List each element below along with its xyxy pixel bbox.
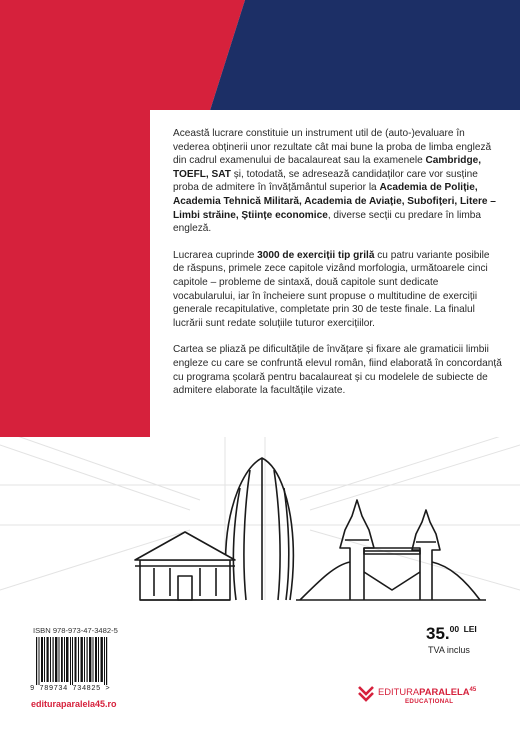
- body-text: cu patru variante posibile de răspuns, primele zece capitole vizând morfologia, următoarele cinci capitole – probleme de sintaxă, două capitole sunt dedicate vocabularului, iar în încheiere sunt propuse o multitudine de exerciții generale recapitulative, completate prin 30 de teste finale. La finalul lucrării sunt redate soluțiile tuturor exercițiilor.: [173, 249, 490, 329]
- vat-note: TVA inclus: [428, 645, 470, 655]
- barcode: [36, 637, 107, 685]
- back-cover-description: [173, 127, 503, 411]
- tower-bridge: [296, 500, 486, 600]
- publisher-logo: [358, 683, 488, 713]
- description-paragraph-3: [173, 343, 503, 397]
- publisher-mark-icon: [358, 685, 374, 703]
- body-text: Cartea se pliază pe dificultățile de învățare și fixare ale gramaticii limbii engleze cu care se confruntă elevul român, fiind elaborată în concordanță cu programa școlară pentru bacalaureat și cu modelele de subiecte de admitere elaborate la facultățile vizate.: [173, 344, 502, 397]
- body-text: Această lucrare constituie un instrument util de (auto-)evaluare în vederea obținerii unor rezultate cât mai bune la proba de limba engleză din cadrul examenului de bacalaureat sau la examenele: [173, 128, 492, 167]
- gherkin-tower: [226, 458, 294, 600]
- flag-pattern: [0, 430, 520, 600]
- london-skyline-illustration: [135, 458, 486, 600]
- body-text: Lucrarea cuprinde: [173, 249, 258, 261]
- emphasis-text: Cambridge, TOEFL, SAT: [173, 155, 482, 180]
- description-paragraph-1: [173, 127, 503, 236]
- body-text: și, totodată, se adresează candidaților care vor susține proba de admitere în învățământul superior la: [173, 168, 478, 194]
- publisher-name: EDITURAPARALELA$^{45}$: [378, 686, 477, 697]
- emphasis-text: 3000 de exerciții tip grilă: [257, 249, 375, 261]
- body-text: , diverse secții cu predare în limba engleză.: [173, 209, 481, 235]
- publisher-website[interactable]: edituraparalela45.ro: [31, 699, 117, 709]
- price-currency: LEI: [463, 624, 477, 634]
- description-paragraph-2: [173, 249, 503, 331]
- price-decimals: 00: [449, 624, 460, 634]
- barcode-digits: 9 789734 734825 >: [30, 685, 111, 693]
- price-main: 35.: [426, 624, 450, 643]
- isbn-label: ISBN 978-973-47-3482-5: [33, 626, 118, 635]
- publisher-division: EDUCAȚIONAL: [405, 698, 454, 705]
- price-tag: [426, 624, 477, 644]
- emphasis-text: Academia de Poliție, Academia Tehnică Militară, Academia de Aviație, Subofițeri, Litere – Limbi străine, Științe economice: [173, 182, 496, 221]
